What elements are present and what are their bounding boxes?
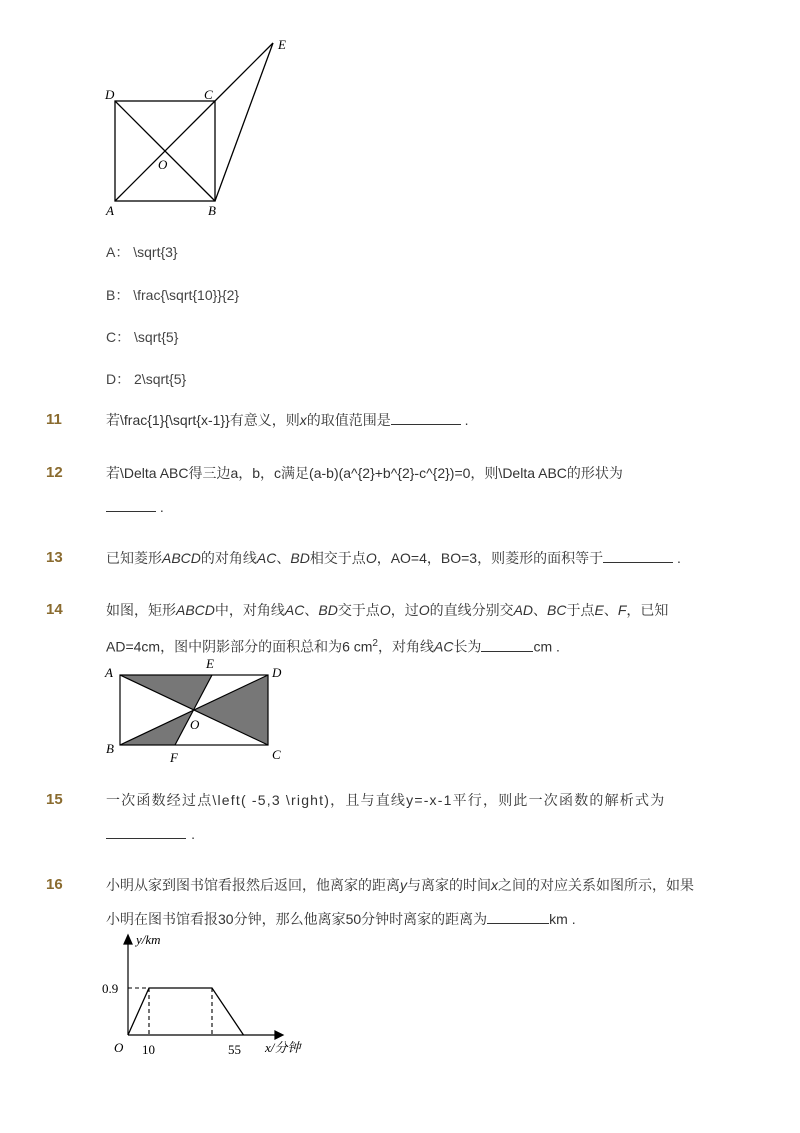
label-o: O: [158, 157, 168, 172]
question-text: .: [460, 412, 469, 428]
answer-blank[interactable]: [106, 824, 186, 839]
math-var: E: [594, 602, 604, 618]
math-var: O: [379, 602, 391, 618]
math-var: ABCD: [162, 550, 201, 566]
question-text: 中，对角线: [214, 602, 285, 618]
math-var: AC: [256, 550, 277, 566]
answer-blank[interactable]: [391, 410, 461, 425]
option-label: B：: [106, 287, 130, 303]
label-e: E: [206, 656, 214, 671]
question-text: ，AO=4，BO=3，则菱形的面积等于: [376, 550, 604, 566]
math-var: AD: [513, 602, 534, 618]
question-text: .: [156, 499, 164, 515]
question-text: 若\frac{1}{\sqrt{x-1}}有意义，则: [106, 412, 300, 428]
option-text: 2\sqrt{5}: [134, 371, 187, 387]
question-text: AD=4cm，图中阴影部分的面积总和为6 cm: [106, 638, 373, 655]
question-number: 16: [46, 876, 63, 893]
answer-blank[interactable]: [106, 497, 156, 512]
question-number: 12: [46, 464, 63, 481]
answer-blank[interactable]: [481, 637, 533, 652]
y-axis-label: y/km: [136, 932, 161, 947]
math-var: x: [299, 412, 307, 428]
y-tick-label: 0.9: [102, 981, 119, 996]
question-text: 交于点: [337, 602, 380, 618]
question-text: 若\Delta ABC得三边a，b，c满足(a-b)(a^{2}+b^{2}-c^{2})=0，则\Delta ABC的形状为: [106, 465, 623, 481]
option-label: D：: [106, 371, 131, 387]
origin-label: O: [114, 1040, 124, 1055]
question-text: 长为: [453, 638, 482, 655]
option-label: C：: [106, 329, 131, 345]
math-var: F: [617, 602, 627, 618]
label-o: O: [190, 717, 200, 732]
answer-blank[interactable]: [487, 909, 549, 924]
label-a: A: [105, 665, 113, 680]
math-var: ABCD: [176, 602, 215, 618]
x-tick-label: 10: [142, 1042, 155, 1057]
question-text: 小明从家到图书馆看报然后返回，他离家的距离: [106, 877, 400, 893]
question-text: ，过: [390, 602, 419, 618]
option-label: A：: [106, 244, 130, 260]
question-15: [106, 783, 718, 851]
label-a: A: [106, 203, 114, 218]
x-tick-label: 55: [228, 1042, 241, 1057]
math-var: BC: [547, 602, 567, 618]
math-var: y: [400, 877, 407, 893]
label-d: D: [105, 87, 115, 102]
superscript: 2: [372, 638, 378, 649]
option-c[interactable]: [106, 327, 178, 347]
x-axis-label: x/分钟: [265, 1040, 301, 1055]
option-text: \sqrt{3}: [133, 244, 178, 260]
question-text: 相交于点: [309, 550, 366, 566]
question-13: [106, 541, 718, 575]
math-var: O: [418, 602, 430, 618]
label-b: B: [208, 203, 216, 218]
option-a[interactable]: [106, 242, 178, 262]
option-text: \sqrt{5}: [134, 329, 179, 345]
question-text: 的对角线: [200, 550, 257, 566]
question-text: ，已知: [626, 602, 669, 618]
question-text: ，对角线: [377, 638, 434, 655]
question-12: [106, 456, 718, 524]
question-11: [106, 403, 718, 437]
math-var: AC: [284, 602, 305, 618]
question-text: km .: [549, 911, 576, 927]
label-d: D: [272, 665, 282, 680]
rectangle-figure: [100, 655, 300, 770]
question-text: 、: [276, 550, 291, 566]
question-text: .: [673, 550, 681, 566]
question-number: 13: [46, 549, 63, 566]
question-text: 、: [533, 602, 548, 618]
question-text: cm .: [533, 638, 560, 655]
label-b: B: [106, 741, 114, 756]
math-var: O: [365, 550, 377, 566]
question-14: [106, 593, 718, 664]
question-text: 与离家的时间: [407, 877, 491, 893]
math-var: BD: [290, 550, 310, 566]
question-text: 已知菱形: [106, 550, 162, 566]
label-e: E: [278, 37, 286, 52]
label-c: C: [204, 87, 213, 102]
math-var: x: [491, 877, 498, 893]
distance-time-graph: [100, 930, 340, 1065]
question-number: 15: [46, 791, 63, 808]
question-text: 一次函数经过点\left( -5,3 \right)，且与直线y=-x-1平行，则此一次函数的解析式为: [106, 792, 666, 808]
question-text: 如图，矩形: [106, 602, 176, 618]
x-axis-arrow: [275, 1031, 283, 1039]
math-var: AC: [433, 638, 454, 655]
question-text: 的取值范围是: [306, 412, 391, 428]
label-c: C: [272, 747, 281, 762]
option-text: \frac{\sqrt{10}}{2}: [133, 287, 240, 303]
question-text: 的直线分别交: [429, 602, 514, 618]
question-text: .: [186, 826, 197, 842]
question-text: 小明在图书馆看报30分钟，那么他离家50分钟时离家的距离为: [106, 911, 488, 927]
label-f: F: [170, 750, 178, 765]
series-line: [128, 988, 244, 1035]
question-number: 11: [46, 411, 62, 428]
question-text: 、: [603, 602, 618, 618]
question-16: [106, 868, 718, 936]
option-d[interactable]: [106, 369, 186, 389]
y-axis-arrow: [124, 935, 132, 944]
question-number: 14: [46, 601, 63, 618]
question-text: 之间的对应关系如图所示，如果: [498, 877, 694, 893]
question-text: 、: [304, 602, 319, 618]
question-text: 于点: [566, 602, 595, 618]
answer-blank[interactable]: [603, 548, 673, 563]
square-figure: [100, 35, 300, 220]
option-b[interactable]: [106, 285, 239, 305]
math-var: BD: [318, 602, 338, 618]
